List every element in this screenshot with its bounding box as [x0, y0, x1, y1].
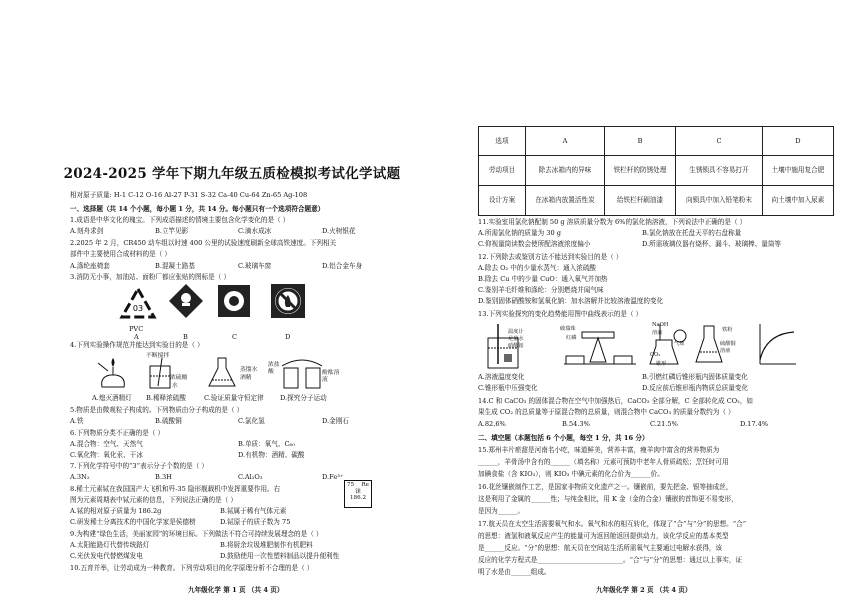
q3-label-c: C	[232, 333, 238, 341]
table-cell: 土壤中施用复合肥	[762, 156, 833, 186]
element-number: 75	[347, 482, 355, 488]
question-17-line-2: 的思想：液氢和液氧反应产生的能量可为返回舱返回提供动力，该化学反应的基本类型	[478, 532, 729, 540]
q4-option-b: B.稀释浓硫酸	[146, 394, 186, 402]
table-cell: 生锈锁具不容易打开	[676, 156, 763, 186]
q13-text-co2: CO₂	[650, 352, 661, 358]
question-14-line-2: 果生成 CO₂ 的总质量等于原混合物的总质量，则混合物中 CaCO₃ 的质量分数约为（ ）	[478, 408, 735, 416]
q8-option-b: B.铽属于稀有气体元素	[220, 507, 287, 515]
question-1: 1.成语是中华文化的瑰宝。下列成语描述的情境主要包含化学变化的是（ ）	[70, 216, 290, 224]
element-name: 铼	[355, 488, 361, 495]
q11-option-c: C.仰视量筒读数会使所配溶液浓度偏小	[478, 240, 591, 248]
section-1-heading: 一、选择题（共 14 个小题，每小题 1 分，共 14 分。每小题只有一个选项符合题意）	[70, 205, 325, 213]
table-cell: 在冰箱内放置活性炭	[526, 186, 605, 216]
q14-option-b: B.54.3%	[562, 420, 590, 428]
question-9: 9.为构建“绿色生活，美丽家园”的环境目标。下列做法不符合可持续发展理念的是（ ）	[70, 530, 323, 538]
question-12: 12.下列除去或鉴别方法不能达到实验目的是（ ）	[478, 253, 623, 261]
q1-option-b: B.立竿见影	[155, 227, 189, 235]
q13-text-water: 足量水	[508, 336, 524, 342]
q7-option-c: C.Al₂O₃	[238, 473, 263, 481]
q13-text-cuso4-solution: 溶液	[720, 348, 731, 354]
q13-text-red-phosphorus: 红磷	[566, 335, 577, 341]
question-16-line-1: 16.花丝镶嵌制作工艺，是国家非物质文化遗产之一。镶嵌前，要先把金、银等抽成丝，	[478, 483, 733, 491]
question-16-line-2: 这是利用了金属的______性；与纯金相比，用 K 金（金的合金）镶嵌的首饰更不易变形，	[478, 495, 738, 503]
q7-option-d: D.Fe³⁺	[322, 473, 344, 481]
table-header-cell: B	[604, 127, 675, 156]
q14-option-d: D.17.4%	[740, 420, 769, 428]
q4-option-d: D.探究分子运动	[280, 394, 327, 402]
q8-option-a: A.铽的相对原子质量为 186.2g	[70, 507, 162, 515]
q2-option-a: A.涤纶座椅套	[70, 262, 110, 270]
q4-text-water: 水	[172, 383, 178, 389]
q8-option-d: D.铽原子的质子数为 75	[220, 518, 291, 526]
question-6: 6.下列物质分类不正确的是（ ）	[70, 429, 165, 437]
q13-option-c: C.锥形瓶中压强变化	[478, 384, 538, 392]
question-17-line-5: 明了水是由______组成。	[478, 568, 551, 576]
q13-text-thermometer: 温度计	[508, 329, 524, 335]
alcohol-lamp-icon	[96, 357, 130, 389]
table-header-row	[479, 127, 834, 156]
q12-option-c: C.鉴别羊毛纤维和涤纶：分别燃烧并闻气味	[478, 286, 604, 294]
question-7: 7.下列化学符号中的“3”表示分子个数的是（ ）	[70, 462, 209, 470]
q6-option-c: C.氧化物：氧化汞、干冰	[70, 451, 143, 459]
question-17-line-4: 反应的化学方程式是__________________________。“合”与“分”的思想：通过以上事实，证	[478, 556, 743, 564]
q3-label-a: A	[134, 333, 139, 341]
q9-option-b: B.将厨余垃圾堆肥制作有机肥料	[220, 541, 313, 549]
thermometer-beaker-icon	[478, 324, 534, 370]
question-15-line-3: 加碘食盐（含 KIO₃），则 KIO₃ 中碘元素的化合价为______价。	[478, 470, 664, 478]
q4-option-a: A.熄灭酒精灯	[92, 394, 132, 402]
q14-option-a: A.82.6%	[478, 420, 506, 428]
question-15-line-2: ______，羊骨汤中含有的______（填名称）元素可预防中老年人骨质疏松；烹饪时可用	[478, 458, 729, 466]
question-5: 5.物质是由微观粒子构成的。下列物质由分子构成的是（ ）	[70, 406, 244, 414]
element-mass: 186.2	[349, 495, 366, 501]
q4-text-distilled: 蒸馏水	[240, 367, 258, 373]
question-3: 3.消防无小事，加油站、面粉厂都应张贴的图标是（ ）	[70, 273, 231, 281]
section-2-heading: 二、填空题（本题包括 6 个小题，每空 1 分，共 16 分）	[478, 434, 649, 442]
q5-option-c: C.氯化氢	[238, 417, 265, 425]
q5-option-a: A.铁	[70, 417, 84, 425]
question-17-line-3: 是______反应。“分”的思想：航天员在空间站生活所需氧气主要通过电解水获得，该	[478, 544, 723, 552]
recycle-pvc-icon	[118, 285, 158, 325]
question-2-line-2: 部件中主要使用合成材料的是（ ）	[70, 250, 172, 258]
q10-options-table	[478, 126, 834, 216]
q8-option-c: C.研发稀土分离技术的中国化学家是侯德榜	[70, 518, 196, 526]
conical-flask-icon	[206, 356, 240, 390]
periodic-element-cell	[344, 480, 372, 508]
table-row	[479, 156, 834, 186]
q1-option-d: D.火树银花	[322, 227, 356, 235]
q4-text-phenolphthalein: 酚酞溶液	[322, 370, 340, 383]
corrosive-warning-icon	[216, 283, 252, 319]
table-row	[479, 186, 834, 216]
no-fire-icon	[270, 283, 306, 319]
q3-pvc-label: PVC	[129, 325, 144, 333]
q13-text-balloon: 气球	[674, 341, 685, 347]
q5-option-b: B.硫酸铜	[155, 417, 182, 425]
page-1-footer: 九年级化学 第 1 页 （共 4 页）	[188, 586, 284, 594]
question-14-line-1: 14.C 和 CaCO₃ 的固体混合物在空气中加强热后，CaCO₃ 全部分解，C 全部转化成 CO₂，如	[478, 397, 754, 405]
table-cell: 向锁具中加入铅笔粉末	[676, 186, 763, 216]
q3-label-d: D	[285, 333, 291, 341]
q13-text-cuso4: 硫酸铜	[720, 341, 736, 347]
q13-text-solution: 溶液	[652, 330, 663, 336]
q4-text-stir: 不断搅拌	[146, 353, 170, 359]
q11-option-d: D.所需玻璃仪器有烧杯、漏斗、玻璃棒、量筒等	[642, 240, 782, 248]
q13-option-a: A.溶液温度变化	[478, 373, 525, 381]
q4-text-ethanol: 酒精	[240, 375, 252, 381]
question-13: 13.下列实验探究的变化趋势能用图中曲线表示的是（ ）	[478, 310, 643, 318]
q4-text-hcl: 浓盐酸	[268, 362, 280, 375]
q6-option-a: A.混合物：空气、天然气	[70, 440, 143, 448]
q7-option-b: B.3H	[155, 473, 172, 481]
question-16-line-3: 是因为______。	[478, 507, 525, 515]
q9-option-c: C.光伏发电代替燃煤发电	[70, 552, 143, 560]
table-header-cell: 选项	[479, 127, 526, 156]
q13-text-naoh: NaOH	[652, 322, 669, 328]
q1-option-c: C.滴水成冰	[238, 227, 272, 235]
poison-warning-icon	[168, 283, 204, 319]
q13-option-d: D.反应前后锥形瓶内物质总质量变化	[642, 384, 749, 392]
atomic-mass-line: 相对原子质量: H-1 C-12 O-16 Al-27 P-31 S-32 Ca-40 Cu-64 Zn-65 Ag-108	[70, 191, 308, 199]
q9-option-a: A.太阳能路灯代替传统路灯	[70, 541, 150, 549]
q6-option-b: B.单质：氧气、C₆₀	[238, 440, 295, 448]
table-header-cell: C	[676, 127, 763, 156]
q11-option-a: A.所需氯化钠的质量为 30 g	[478, 229, 562, 237]
q13-option-b: B.引燃红磷后锥形瓶内固体质量变化	[642, 373, 748, 381]
q11-option-b: B.氯化钠放在托盘天平的右盘称量	[642, 229, 742, 237]
page-2-footer: 九年级化学 第 2 页 （共 4 页）	[596, 586, 692, 594]
table-cell: 除去冰箱内的异味	[526, 156, 605, 186]
q12-option-b: B.除去 Cu 中的少量 CuO：通入氧气并加热	[478, 275, 608, 283]
element-symbol: Re	[361, 482, 369, 488]
question-2-line-1: 2.2025 年 2 月，CR450 动车组以时速 400 公里的试验速度刷新全球高铁速度。下列相关	[70, 239, 337, 247]
question-15-line-1: 15.郑州丰片瘀甜是河南名小吃，味道鲜美，营养丰富，瘦羊肉中富含的营养物质为	[478, 446, 720, 454]
table-cell: 给铁栏杆刷油漆	[604, 186, 675, 216]
question-11: 11.实验室用氯化钠配制 50 g 溶质质量分数为 6%的氯化钠溶液，下列说法中正确的是（ ）	[478, 218, 747, 226]
question-10: 10.五育并举，让劳动成为一种教育。下列劳动项目的化学原理分析不合理的是（ ）	[70, 564, 314, 572]
q12-option-d: D.鉴别固体硝酸铵和氢氧化钠：加水溶解并比较溶液温度的变化	[478, 297, 664, 305]
q2-option-d: D.铝合金车身	[322, 262, 363, 270]
q4-text-acid: 浓硫酸	[170, 375, 188, 381]
table-cell: 劳动项目	[479, 156, 526, 186]
q13-text-flask: 锥形	[656, 361, 667, 367]
exam-title: 2024-2025 学年下期九年级五质检模拟考试化学试题	[63, 166, 401, 182]
q7-option-a: A.3N₂	[70, 473, 90, 481]
table-cell: 铁栏杆的防锈处理	[604, 156, 675, 186]
q1-option-a: A.刻舟求剑	[70, 227, 104, 235]
table-cell: 设计方案	[479, 186, 526, 216]
question-8-line-2: 图为元素周期表中铽元素的信息，下列说法正确的是（ ）	[70, 496, 237, 504]
table-header-cell: D	[762, 127, 833, 156]
question-17-line-1: 17.航天员在太空生活需要氧气和水。氧气和水的相互转化，体现了“合”与“分”的思想。“合”	[478, 520, 747, 528]
question-4: 4.下列实验操作规范并能达到实验目的是（ ）	[70, 341, 204, 349]
q13-text-iron: 铁粉	[722, 327, 733, 333]
q2-option-b: B.混凝土路基	[155, 262, 195, 270]
q3-label-b: B	[183, 333, 188, 341]
q14-option-c: C.21.5%	[650, 420, 678, 428]
q4-option-c: C.验证质量守恒定律	[204, 394, 264, 402]
q9-option-d: D.鼓励使用一次性塑料制品以提升便利性	[220, 552, 340, 560]
question-8-line-1: 8.稀土元素铽在我国国产大飞机和歼-35 隐形舰载机中发挥重要作用。右	[70, 485, 281, 493]
q13-text-glass-bead: 破瑞珠	[560, 326, 576, 332]
q2-option-c: C.玻璃车窗	[238, 262, 272, 270]
q13-text-nh4no3: 硝酸铵	[508, 343, 524, 349]
table-cell: 向土壤中加入尿素	[762, 186, 833, 216]
table-header-cell: A	[526, 127, 605, 156]
trend-curve-graph	[756, 322, 798, 368]
q5-option-d: D.金刚石	[322, 417, 349, 425]
q12-option-a: A.除去 O₂ 中的少量水蒸气：通入浓硫酸	[478, 264, 597, 272]
molecule-diffusion-beakers-icon	[282, 358, 322, 390]
q6-option-d: D.有机物：酒精、碳酸	[238, 451, 305, 459]
svg-text:03: 03	[132, 304, 144, 313]
